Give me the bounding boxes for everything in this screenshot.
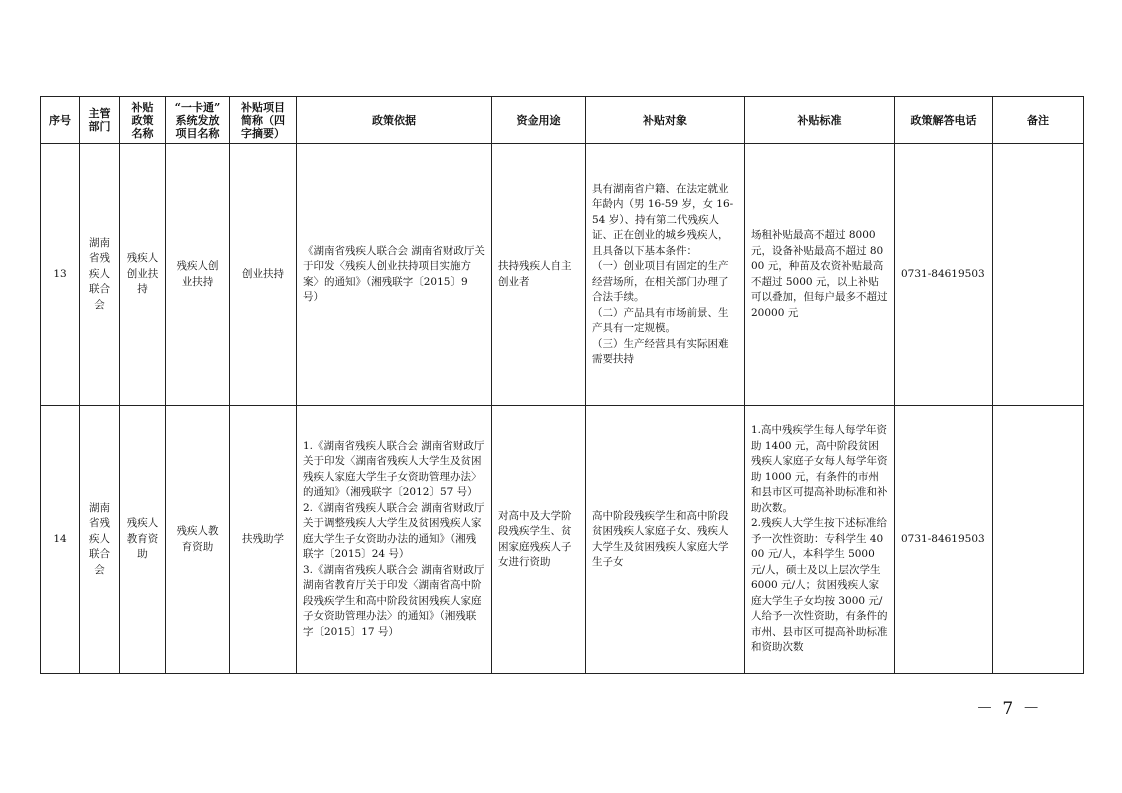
cell-abbr: 扶残助学: [230, 406, 297, 674]
header-abbr: 补贴项目 简称（四 字摘要）: [230, 97, 297, 144]
cell-note: [993, 144, 1084, 406]
cell-note: [993, 406, 1084, 674]
subsidy-policy-table: [40, 96, 1084, 674]
header-card-item: “一卡通” 系统发放 项目名称: [166, 97, 230, 144]
cell-abbr: 创业扶持: [230, 144, 297, 406]
cell-use: 扶持残疾人自主创业者: [492, 144, 586, 406]
page-number: － 7 －: [976, 699, 1042, 719]
header-standard: 补贴标准: [745, 97, 895, 144]
cell-standard: 1.高中残疾学生每人每学年资助 1400 元，高中阶段贫困残疾人家庭子女每人每学年资助 1000 元，有条件的市州和县市区可提高补助标准和补助次数。 2.残疾人大学生按下述标准给予一次性资助：专科学生 4000 元/人，本科学生 5000 元/人，硕士及以上层次学生 6000 元/人；贫困残疾人家庭大学生子女均按 3000 元/人给予一次性资助，有条件的市州、县市区可提高补助标准和资助次数: [745, 406, 895, 674]
header-policy-name: 补贴 政策 名称: [120, 97, 166, 144]
header-note: 备注: [993, 97, 1084, 144]
header-phone: 政策解答电话: [895, 97, 993, 144]
cell-card-item: 残疾人教 育资助: [166, 406, 230, 674]
cell-basis: 《湖南省残疾人联合会 湖南省财政厅关于印发〈残疾人创业扶持项目实施方案〉的通知》（湘残联字〔2015〕9 号）: [297, 144, 492, 406]
cell-use: 对高中及大学阶段残疾学生、贫困家庭残疾人子女进行资助: [492, 406, 586, 674]
cell-basis: 1.《湖南省残疾人联合会 湖南省财政厅关于印发〈湖南省残疾人大学生及贫困残疾人家庭大学生子女资助管理办法〉的通知》（湘残联字〔2012〕57 号） 2.《湖南省残疾人联合会 湖南省财政厅关于调整残疾人大学生及贫困残疾人家庭大学生子女资助办法的通知》（湘残联字〔2015〕24 号） 3.《湖南省残疾人联合会 湖南省财政厅 湖南省教育厅关于印发〈湖南省高中阶段残疾学生和高中阶段贫困残疾人家庭子女资助管理办法〉的通知》（湘残联字〔2015〕17 号）: [297, 406, 492, 674]
cell-phone: 0731-84619503: [895, 406, 993, 674]
table-row: [41, 144, 1084, 406]
cell-no: 13: [41, 144, 80, 406]
header-no: 序号: [41, 97, 80, 144]
cell-policy-name: 残疾人 教育资 助: [120, 406, 166, 674]
header-target: 补贴对象: [586, 97, 745, 144]
table-header-row: [41, 97, 1084, 144]
cell-policy-name: 残疾人 创业扶 持: [120, 144, 166, 406]
cell-target: 高中阶段残疾学生和高中阶段贫困残疾人家庭子女、残疾人大学生及贫困残疾人家庭大学生子女: [586, 406, 745, 674]
cell-dept: 湖南 省残 疾人 联合 会: [80, 406, 120, 674]
cell-card-item: 残疾人创 业扶持: [166, 144, 230, 406]
cell-target: 具有湖南省户籍、在法定就业年龄内（男 16-59 岁，女 16-54 岁）、持有第二代残疾人证、正在创业的城乡残疾人，且具备以下基本条件： （一）创业项目有固定的生产经营场所，在相关部门办理了合法手续。 （二）产品具有市场前景、生产具有一定规模。 （三）生产经营具有实际困难需要扶持: [586, 144, 745, 406]
cell-phone: 0731-84619503: [895, 144, 993, 406]
cell-no: 14: [41, 406, 80, 674]
header-dept: 主管 部门: [80, 97, 120, 144]
table-row: [41, 406, 1084, 674]
cell-standard: 场租补贴最高不超过 8000 元，设备补贴最高不超过 8000 元，种苗及农资补贴最高不超过 5000 元，以上补贴可以叠加，但每户最多不超过 20000 元: [745, 144, 895, 406]
header-use: 资金用途: [492, 97, 586, 144]
header-basis: 政策依据: [297, 97, 492, 144]
cell-dept: 湖南 省残 疾人 联合 会: [80, 144, 120, 406]
